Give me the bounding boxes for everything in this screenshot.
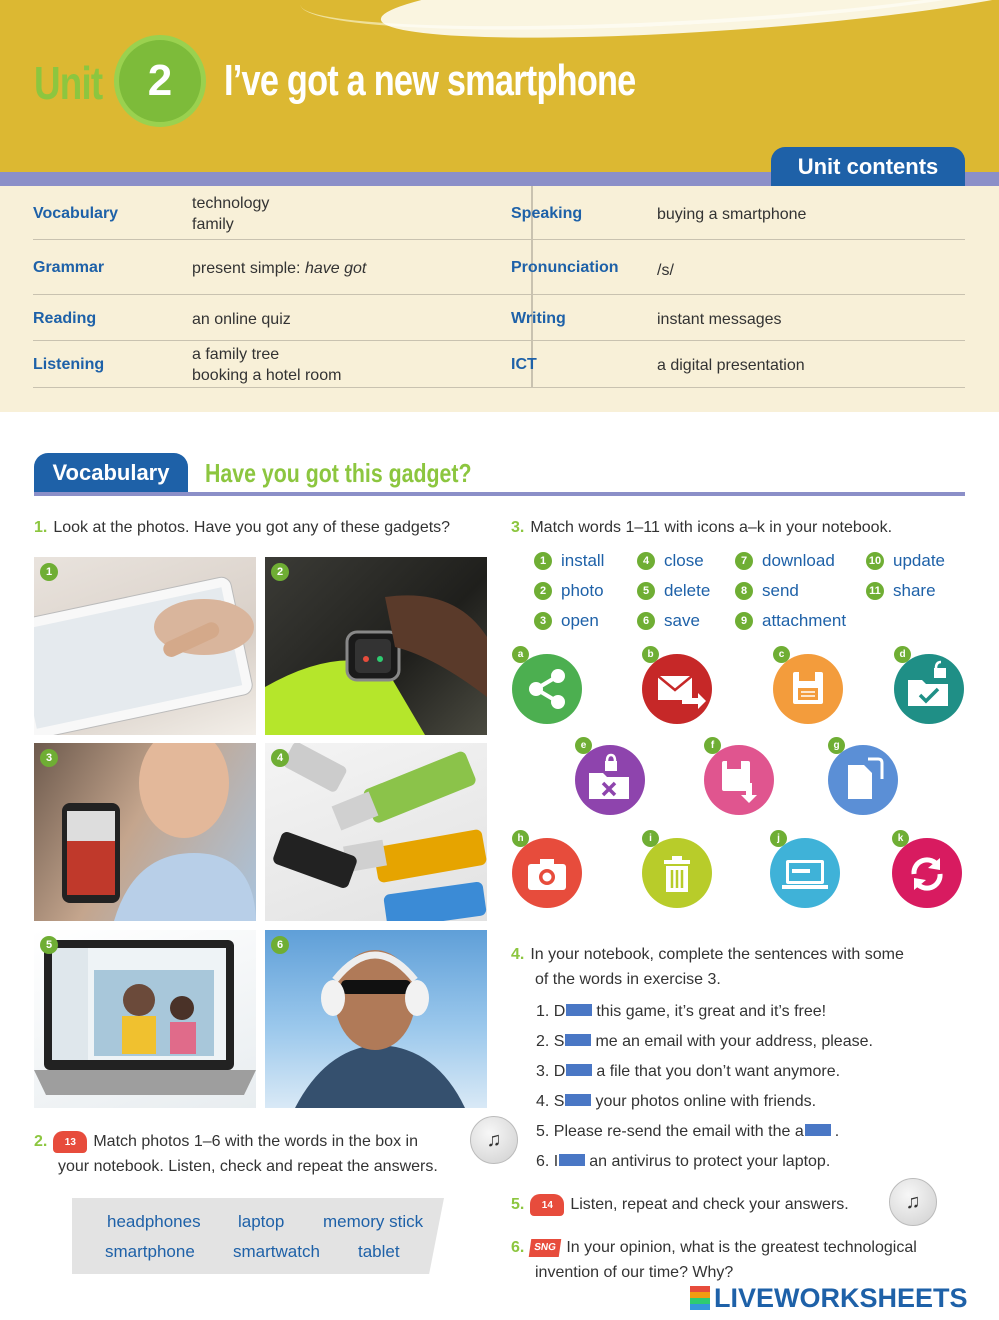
word-list-item: 3 open: [534, 611, 599, 631]
exercise-1-instruction: 1. Look at the photos. Have you got any of these gadgets?: [34, 519, 451, 536]
icon-item-c: c: [773, 646, 845, 722]
contents-label: Pronunciation: [511, 259, 619, 276]
close-folder-icon: [575, 745, 645, 815]
music-icon[interactable]: ♫: [470, 1116, 518, 1164]
word-list-item: 4 close: [637, 551, 704, 571]
contents-label: Reading: [33, 310, 97, 327]
icon-item-b: b: [642, 646, 714, 722]
word-box: [72, 1198, 444, 1274]
word-list-item: 11 share: [866, 581, 936, 601]
install-icon: [770, 838, 840, 908]
photo-laptop: 5: [34, 930, 256, 1108]
contents-label: Writing: [511, 310, 566, 327]
contents-row: [33, 186, 965, 240]
send-mail-icon: [642, 654, 712, 724]
section-rule: [34, 492, 965, 496]
icon-item-k: k: [892, 830, 964, 906]
sentence-item: 3. D a file that you don’t want anymore.: [536, 1063, 841, 1080]
contents-value: present simple: have got: [192, 260, 367, 277]
download-icon: [704, 745, 774, 815]
laptop-illustration: [34, 930, 256, 1108]
music-icon[interactable]: ♫: [889, 1178, 937, 1226]
section-subtitle: Have you got this gadget?: [205, 458, 472, 488]
contents-value: instant messages: [657, 311, 782, 328]
camera-icon: [512, 838, 582, 908]
word-list-item: 8 send: [735, 581, 799, 601]
liveworksheets-icon: [690, 1286, 710, 1310]
photo-tablet: 1: [34, 557, 256, 735]
icon-item-g: g: [828, 737, 900, 813]
update-icon: [892, 838, 962, 908]
page-title: I’ve got a new smartphone: [224, 56, 636, 105]
contents-value: a family tree booking a hotel room: [192, 346, 342, 384]
contents-label: Listening: [33, 356, 105, 373]
contents-value: /s/: [657, 262, 674, 279]
contents-row: [33, 240, 965, 295]
tablet-illustration: [34, 557, 256, 735]
contents-row: [33, 295, 965, 341]
attachment-icon: [828, 745, 898, 815]
word-box-item: headphones: [107, 1212, 201, 1231]
exercise-6-instruction: 6. SNG In your opinion, what is the greatest technological invention of our time? Why?: [511, 1239, 917, 1281]
icon-item-e: e: [575, 737, 647, 813]
word-list-item: 2 photo: [534, 581, 604, 601]
contents-value: a digital presentation: [657, 357, 805, 374]
sentence-item: 5. Please re-send the email with the a .: [536, 1123, 840, 1140]
unit-contents-tab: Unit contents: [771, 147, 965, 187]
headphones-illustration: [265, 930, 487, 1108]
answer-blank[interactable]: [805, 1124, 831, 1136]
answer-blank[interactable]: [559, 1154, 585, 1166]
audio-track-icon[interactable]: 14: [530, 1194, 564, 1216]
photo-headphones: 6: [265, 930, 487, 1108]
icon-item-j: j: [770, 830, 842, 906]
word-box-item: smartphone: [105, 1242, 195, 1261]
share-icon: [512, 654, 582, 724]
word-box-item: smartwatch: [233, 1242, 320, 1261]
icon-item-f: f: [704, 737, 776, 813]
icon-item-i: i: [642, 830, 714, 906]
song-badge-icon: SNG: [529, 1239, 562, 1257]
word-box-item: tablet: [358, 1242, 400, 1261]
vocabulary-tab: Vocabulary: [34, 453, 188, 493]
contents-label: Grammar: [33, 259, 105, 276]
word-list-item: 7 download: [735, 551, 835, 571]
exercise-5-instruction: 5. 14 Listen, repeat and check your answers.: [511, 1192, 849, 1217]
liveworksheets-logo[interactable]: LIVEWORKSHEETS: [690, 1283, 968, 1314]
answer-blank[interactable]: [566, 1004, 592, 1016]
header-decoration: [378, 0, 999, 54]
exercise-2-instruction: 2. 13 Match photos 1–6 with the words in the box in your notebook. Listen, check and repeat the answers.: [34, 1129, 474, 1179]
photo-smartphone: 3: [34, 743, 256, 921]
audio-track-icon[interactable]: 13: [53, 1131, 87, 1153]
contents-label: ICT: [511, 356, 537, 373]
sentence-item: 1. D this game, it’s great and it’s free!: [536, 1003, 827, 1020]
delete-icon: [642, 838, 712, 908]
answer-blank[interactable]: [565, 1094, 591, 1106]
word-list-item: 1 install: [534, 551, 604, 571]
smartwatch-illustration: [265, 557, 487, 735]
unit-number: 2: [114, 35, 206, 127]
answer-blank[interactable]: [566, 1064, 592, 1076]
answer-blank[interactable]: [565, 1034, 591, 1046]
word-list-item: 5 delete: [637, 581, 710, 601]
contents-value: technology family: [192, 195, 270, 233]
sentence-item: 4. S your photos online with friends.: [536, 1093, 817, 1110]
contents-value: an online quiz: [192, 311, 291, 328]
contents-row: [33, 341, 965, 388]
smartphone-illustration: [34, 743, 256, 921]
icon-item-a: a: [512, 646, 584, 722]
unit-contents: [0, 186, 999, 412]
open-folder-icon: [894, 654, 964, 724]
contents-label: Speaking: [511, 205, 583, 222]
memory-stick-illustration: [265, 743, 487, 921]
sentence-item: 2. S me an email with your address, please.: [536, 1033, 873, 1050]
contents-value: buying a smartphone: [657, 206, 807, 223]
word-list-item: 9 attachment: [735, 611, 846, 631]
word-list-item: 10 update: [866, 551, 945, 571]
unit-label: Unit: [34, 57, 103, 109]
exercise-4-instruction: 4. In your notebook, complete the sentences with some of the words in exercise 3.: [511, 946, 904, 988]
photo-smartwatch: 2: [265, 557, 487, 735]
icon-item-h: h: [512, 830, 584, 906]
save-icon: [773, 654, 843, 724]
exercise-3-instruction: 3. Match words 1–11 with icons a–k in your notebook.: [511, 519, 893, 536]
icon-item-d: d: [894, 646, 966, 722]
contents-label: Vocabulary: [33, 205, 119, 222]
word-list-item: 6 save: [637, 611, 700, 631]
sentence-item: 6. I an antivirus to protect your laptop.: [536, 1153, 831, 1170]
word-box-item: laptop: [238, 1212, 285, 1231]
word-box-item: memory stick: [323, 1212, 424, 1231]
photo-memory-stick: 4: [265, 743, 487, 921]
